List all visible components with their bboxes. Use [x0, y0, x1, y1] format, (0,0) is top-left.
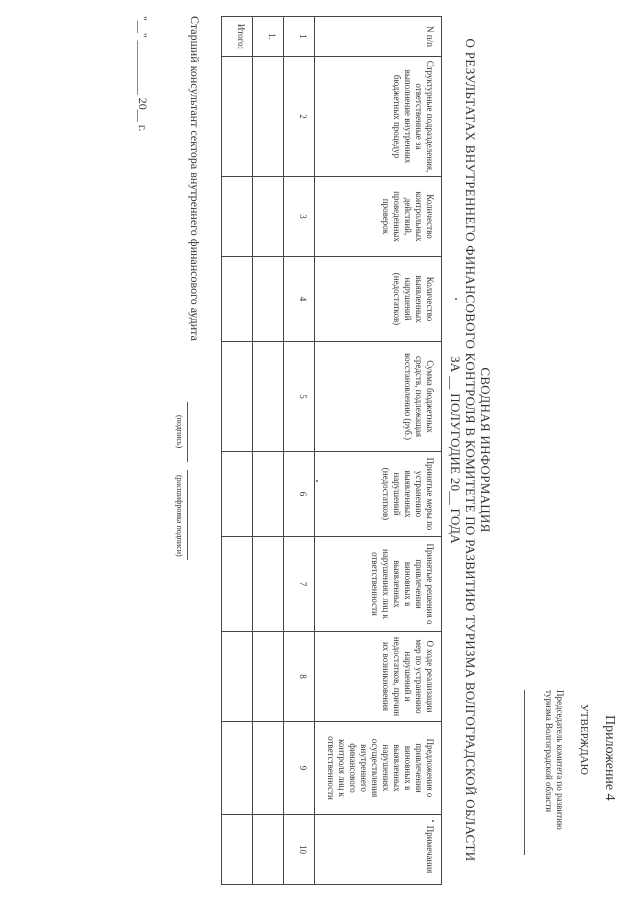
col-header-control-actions: Количество контрольных действий, проведенных проверок [315, 177, 442, 257]
table-cell [253, 342, 284, 452]
table-cell [253, 722, 284, 815]
approve-label: УТВЕРЖДАЮ [578, 704, 590, 775]
total-label: Итого: [222, 17, 253, 57]
table-cell [222, 257, 253, 342]
table-cell [253, 452, 284, 537]
col-header-subdivisions: Структурные подразделения, ответственные за выполнение внутренних бюджетных процедур [315, 57, 442, 177]
table-cell [222, 57, 253, 177]
appendix-label: Приложение 4 [602, 715, 617, 801]
rotated-document [20, 10, 620, 890]
col-number: 8 [284, 632, 315, 722]
col-number: 2 [284, 57, 315, 177]
table-cell [222, 632, 253, 722]
row-label: 1. [253, 17, 284, 57]
chairman-label: Председатель комитета по развитию туризма Волгоградской области [544, 690, 565, 830]
position-label: Старший консультант сектора внутреннего финансового аудита [188, 16, 202, 341]
col-number: 4 [284, 257, 315, 342]
col-number: 10 [284, 815, 315, 885]
scan-speck [316, 480, 318, 482]
col-header-number: N п/п [315, 17, 442, 57]
table-cell [253, 57, 284, 177]
col-header-proposals: Предложения о привлечении виновных в выявленных нарушениях осуществления внутреннего финансового контроля лиц к ответственности [315, 722, 442, 815]
col-header-progress: О ходе реализации мер по устранению нарушений и недостатков, причин их возникновения [315, 632, 442, 722]
table-number-row [284, 17, 315, 885]
col-header-measures: Принятые меры по устранению выявленных нарушений (недостатков) [315, 452, 442, 537]
scan-speck [455, 298, 457, 300]
col-number: 7 [284, 537, 315, 632]
table-cell [253, 632, 284, 722]
col-number: 5 [284, 342, 315, 452]
table-row [253, 17, 284, 885]
signature-line [187, 402, 188, 462]
document-title: СВОДНАЯ ИНФОРМАЦИЯ [478, 367, 493, 533]
table-cell [253, 537, 284, 632]
signature-caption: (подпись) [175, 415, 184, 449]
table-cell [253, 257, 284, 342]
table-cell [222, 722, 253, 815]
decoding-caption: (расшифровка подписи) [175, 475, 184, 557]
document-subtitle: О РЕЗУЛЬТАТАХ ВНУТРЕННЕГО ФИНАНСОВОГО КОНТРОЛЯ В КОМИТЕТЕ ПО РАЗВИТИЮ ТУРИЗМА ВОЛГОГРАДСКОЙ ОБЛАСТИ [463, 38, 478, 862]
approval-signature-line [524, 690, 525, 855]
table-cell [222, 177, 253, 257]
col-number: 1 [284, 17, 315, 57]
col-header-notes: Примечания [315, 815, 442, 885]
decoding-line [187, 470, 188, 560]
document-period: ЗА __ ПОЛУГОДИЕ 20__ ГОДА [448, 356, 463, 544]
date-line: "__" _________ 20__ г. [136, 16, 150, 132]
col-number: 9 [284, 722, 315, 815]
col-header-violations-count: Количество выявленных нарушений (недостатков) [315, 257, 442, 342]
table-cell [222, 815, 253, 885]
table-cell [253, 815, 284, 885]
table-cell [253, 177, 284, 257]
table-total-row [222, 17, 253, 885]
table-cell [222, 452, 253, 537]
table-header-row [315, 17, 442, 885]
table-cell [222, 537, 253, 632]
scan-speck [432, 820, 434, 822]
summary-table [221, 16, 442, 885]
col-header-budget-sum: Сумма бюджетных средств, подлежащая восстановлению (руб.) [315, 342, 442, 452]
table-cell [222, 342, 253, 452]
col-number: 6 [284, 452, 315, 537]
col-number: 3 [284, 177, 315, 257]
col-header-decisions: Принятые решения о привлечении виновных в выявленных нарушениях лиц к ответственности [315, 537, 442, 632]
